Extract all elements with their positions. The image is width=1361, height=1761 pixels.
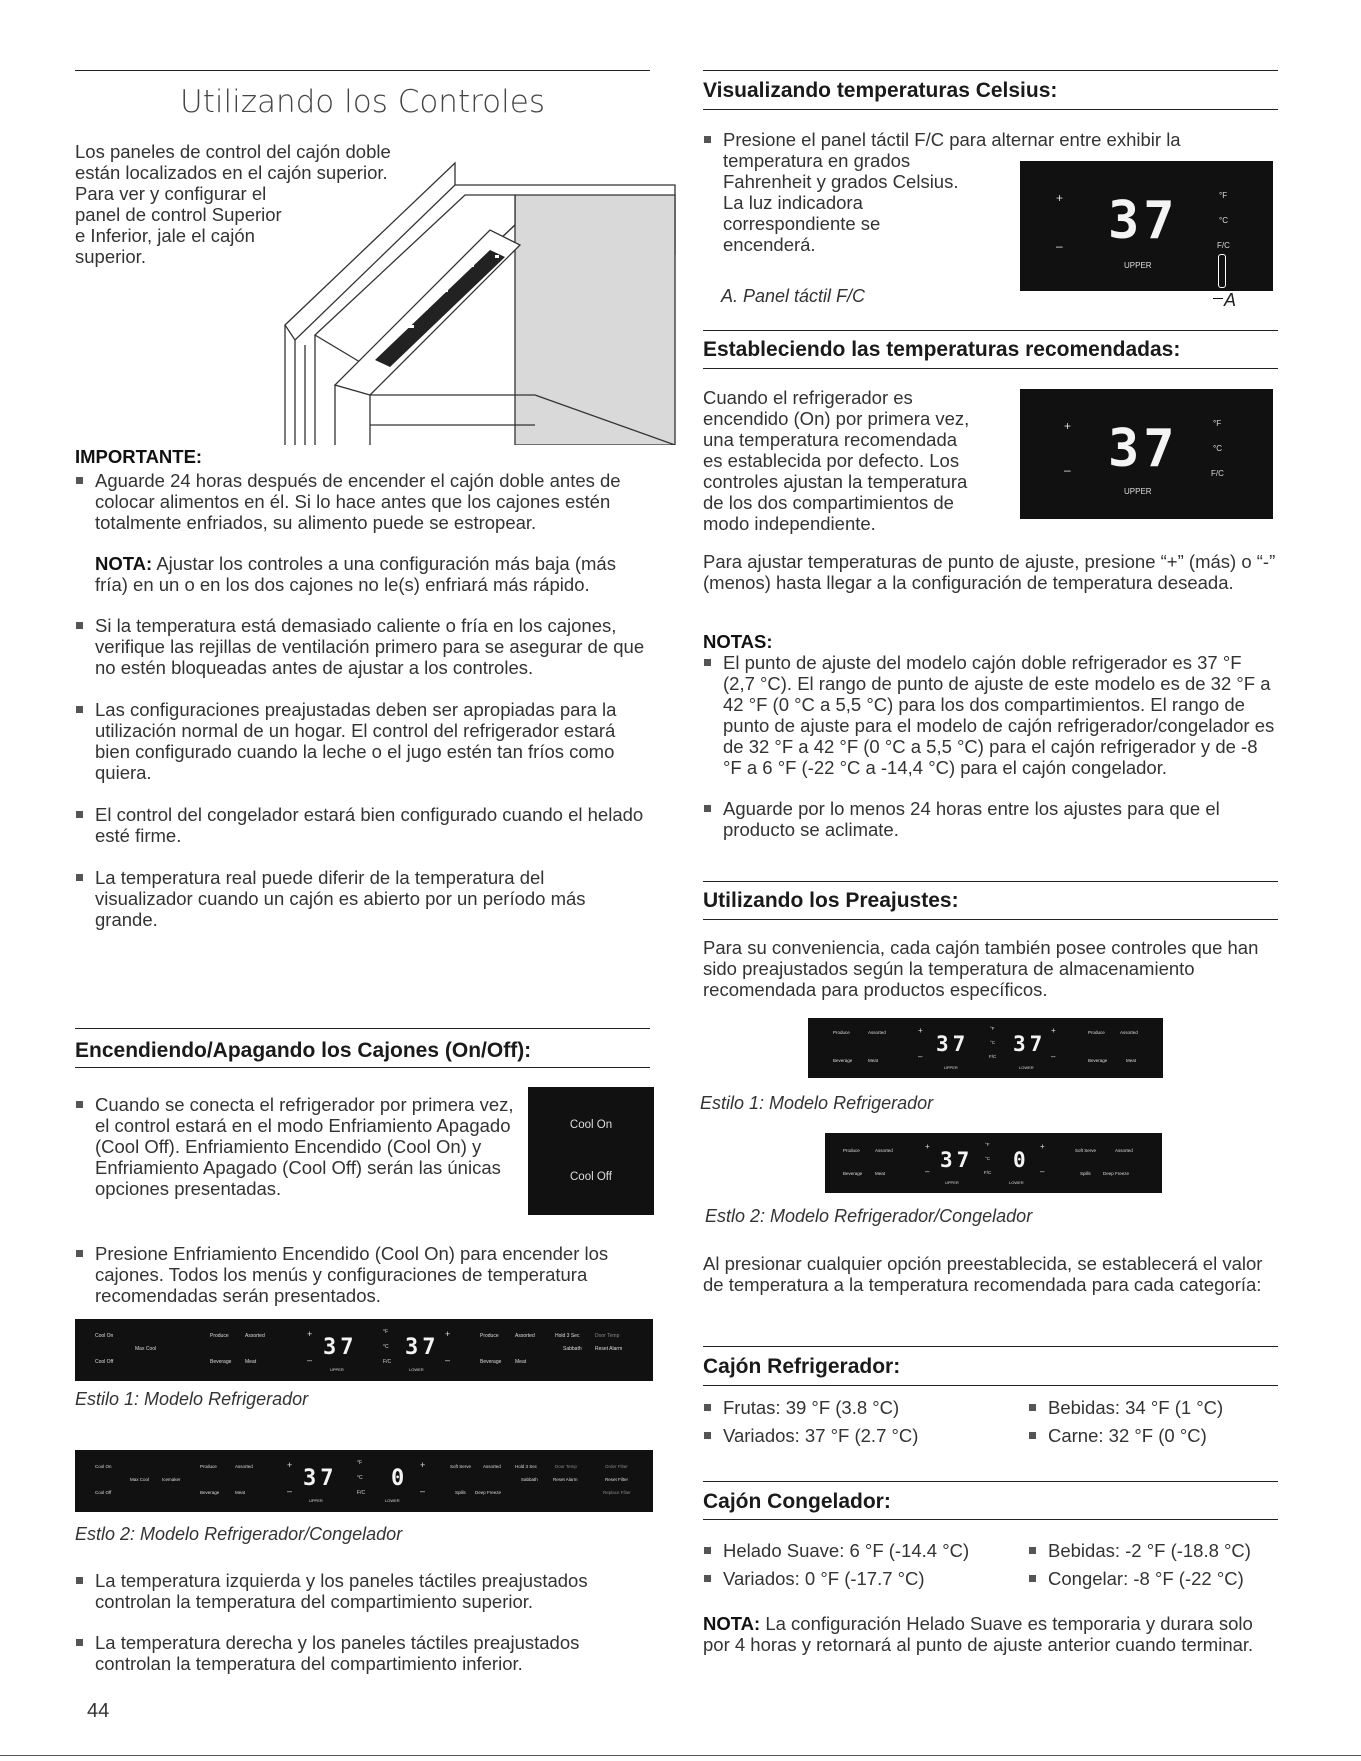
lower-label: LOWER bbox=[385, 1498, 400, 1503]
panel-label: Deep Freeze bbox=[475, 1490, 502, 1495]
panel-label: Cool Off bbox=[95, 1359, 114, 1365]
important-label: IMPORTANTE: bbox=[75, 446, 203, 467]
panel-label: Assorted bbox=[515, 1333, 535, 1339]
upper-label: UPPER bbox=[330, 1367, 344, 1372]
caption: Estlo 2: Modelo Refrigerador/Congelador bbox=[705, 1206, 1033, 1226]
plus-label: + bbox=[445, 1329, 451, 1339]
onoff-heading: Encendiendo/Apagando los Cajones (On/Off): bbox=[75, 1039, 532, 1062]
upper-label: UPPER bbox=[1124, 487, 1152, 496]
panel-label: Hold 3 Sec bbox=[515, 1464, 538, 1469]
deg-c-label: °C bbox=[357, 1475, 363, 1481]
important-list bbox=[75, 470, 645, 930]
lower-label: LOWER bbox=[1019, 1065, 1034, 1070]
panel-label: Produce bbox=[210, 1333, 229, 1339]
intro-line: Para ver y configurar el bbox=[75, 183, 267, 204]
list-item: Las configuraciones preajustadas deben ser apropiadas para la utilización normal de un hogar. El control del refrigerador estará bien configurado cuando la leche o el jugo estén tan fríos como quiera. bbox=[75, 699, 645, 783]
fc-label: F/C bbox=[989, 1054, 997, 1059]
line: de los dos compartimientos de bbox=[703, 492, 954, 513]
minus-label: – bbox=[925, 1167, 930, 1176]
panel-label: Produce bbox=[200, 1464, 217, 1469]
deg-c-label: °C bbox=[383, 1344, 389, 1350]
list-item: La temperatura izquierda y los paneles táctiles preajustados controlan la temperatura del compartimiento superior. bbox=[75, 1570, 650, 1612]
caption: Estlo 2: Modelo Refrigerador/Congelador bbox=[75, 1524, 403, 1544]
fc-label: F/C bbox=[1217, 241, 1230, 250]
minus-label: – bbox=[918, 1052, 923, 1061]
upper-temp: 37 bbox=[940, 1148, 974, 1172]
list-item: El punto de ajuste del modelo cajón doble refrigerador es 37 °F (2,7 °C). El rango de punto de ajuste de este modelo es de 32 °F a 42 °F (0 °C a 5,5 °C) para los dos compartimientos. El rango de punto de ajuste para el modelo de cajón refrigerador/congelador es de 32 °F a 42 °F (0 °C a 5,5 °C) para el cajón refrigerador y de -8 °F a 6 °F (-22 °C a -14,4 °C) para el cajón congelador. bbox=[703, 652, 1278, 778]
preset-panel-style1 bbox=[808, 1018, 1163, 1078]
list-item: Aguarde 24 horas después de encender el cajón doble antes de colocar alimentos en él. Si lo hace antes que los cajones estén totalmente enfriados, su alimento puede se estropear. bbox=[75, 470, 645, 533]
caption: Estilo 1: Modelo Refrigerador bbox=[700, 1093, 934, 1113]
temp-display: 37 bbox=[1108, 191, 1179, 251]
panel-label: Door Temp bbox=[595, 1333, 620, 1339]
panel-label: Max Cool bbox=[130, 1477, 150, 1482]
celsius-heading: Visualizando temperaturas Celsius: bbox=[703, 79, 1058, 102]
list-item: La temperatura real puede diferir de la temperatura del visualizador cuando un cajón es abierto por un período más grande. bbox=[75, 867, 645, 930]
plus-label: + bbox=[420, 1460, 426, 1470]
drawer-illustration bbox=[275, 155, 705, 445]
panel-label: Assorted bbox=[875, 1148, 893, 1153]
lower-label: LOWER bbox=[1009, 1180, 1024, 1185]
upper-label: UPPER bbox=[309, 1498, 323, 1503]
cool-off-label: Cool Off bbox=[570, 1171, 612, 1183]
panel-label: Icemaker bbox=[162, 1477, 181, 1482]
upper-temp: 37 bbox=[936, 1032, 970, 1056]
intro-line: están localizados en el cajón superior. bbox=[75, 162, 388, 183]
plus-label: + bbox=[1040, 1142, 1045, 1151]
caption: Estilo 1: Modelo Refrigerador bbox=[75, 1389, 309, 1409]
freezer-list-b bbox=[1028, 1540, 1278, 1589]
deg-c-label: °C bbox=[990, 1040, 996, 1045]
divider bbox=[703, 1346, 1278, 1347]
intro-line: Los paneles de control del cajón doble bbox=[75, 141, 391, 162]
deg-c-label: °C bbox=[1219, 216, 1228, 225]
upper-label: UPPER bbox=[944, 1065, 958, 1070]
panel-label: Produce bbox=[1088, 1030, 1105, 1035]
upper-label: UPPER bbox=[1124, 261, 1152, 270]
minus-label: – bbox=[445, 1355, 451, 1365]
onoff-list-2 bbox=[75, 1243, 645, 1306]
line: es establecida por defecto. Los bbox=[703, 450, 960, 471]
lower-label: LOWER bbox=[409, 1367, 424, 1372]
panel-label: Assorted bbox=[1115, 1148, 1133, 1153]
list-item: Bebidas: -2 °F (-18.8 °C) bbox=[1028, 1540, 1278, 1561]
onoff-list bbox=[75, 1094, 515, 1199]
deg-f-label: °F bbox=[1213, 419, 1222, 428]
list-item: La temperatura derecha y los paneles táctiles preajustados controlan la temperatura del compartimiento inferior. bbox=[75, 1632, 650, 1674]
panel-label: Meat bbox=[875, 1171, 886, 1176]
minus-label: – bbox=[307, 1355, 313, 1365]
list-item: Helado Suave: 6 °F (-14.4 °C) bbox=[703, 1540, 1023, 1561]
deg-c-label: °C bbox=[1213, 444, 1222, 453]
lower-temp: 0 bbox=[1013, 1148, 1030, 1172]
fridge-list-a bbox=[703, 1397, 1003, 1446]
control-panel-style2 bbox=[75, 1450, 653, 1512]
panel-label: Meat bbox=[1126, 1058, 1137, 1063]
panel-label: Meat bbox=[515, 1359, 527, 1365]
list-item: Frutas: 39 °F (3.8 °C) bbox=[703, 1397, 1003, 1418]
freezer-heading: Cajón Congelador: bbox=[703, 1490, 891, 1513]
list-item: Aguarde por lo menos 24 horas entre los ajustes para que el producto se aclimate. bbox=[703, 798, 1278, 840]
notas-list bbox=[703, 652, 1278, 840]
lower-temp: 37 bbox=[1013, 1032, 1047, 1056]
deg-f-label: °F bbox=[383, 1329, 389, 1335]
divider bbox=[75, 1028, 650, 1029]
page-bottom-line bbox=[0, 1755, 1361, 1756]
divider bbox=[703, 881, 1278, 882]
lower-temp: 0 bbox=[391, 1466, 409, 1491]
fc-indicator bbox=[1218, 254, 1226, 288]
fc-label: F/C bbox=[357, 1490, 366, 1496]
nota-block bbox=[75, 553, 645, 595]
plus-label: + bbox=[1056, 191, 1064, 205]
panel-label: Produce bbox=[480, 1333, 499, 1339]
deg-f-label: °F bbox=[357, 1460, 363, 1466]
panel-label: Reset Filter bbox=[605, 1477, 629, 1482]
panel-label: Produce bbox=[833, 1030, 850, 1035]
panel-label: Cool On bbox=[95, 1333, 114, 1339]
list-item: Congelar: -8 °F (-22 °C) bbox=[1028, 1568, 1278, 1589]
line: encenderá. bbox=[723, 234, 816, 255]
panel-label: Max Cool bbox=[135, 1346, 157, 1352]
divider bbox=[703, 919, 1278, 920]
panel-label: Hold 3 Sec bbox=[555, 1333, 580, 1339]
upper-temp: 37 bbox=[303, 1466, 338, 1491]
nota-text: La configuración Helado Suave es temporaria y durara solo por 4 horas y retornará al punto de ajuste anterior cuando terminar. bbox=[703, 1613, 1254, 1655]
panel-label: Beverage bbox=[210, 1359, 232, 1365]
intro-line: panel de control Superior bbox=[75, 204, 282, 225]
intro-line: superior. bbox=[75, 246, 146, 267]
intro-line: e Inferior, jale el cajón bbox=[75, 225, 255, 246]
panel-label: Beverage bbox=[1088, 1058, 1108, 1063]
deg-f-label: °F bbox=[985, 1142, 990, 1147]
freezer-list-a bbox=[703, 1540, 1023, 1589]
panel-label: Reset Alarm bbox=[595, 1346, 623, 1352]
panel-label: Reset Alarm bbox=[553, 1477, 578, 1482]
preset-heading: Utilizando los Preajustes: bbox=[703, 889, 959, 912]
list-item: Cuando se conecta el refrigerador por primera vez, el control estará en el modo Enfriamiento Apagado (Cool Off). Enfriamiento Encendido (Cool On) y Enfriamiento Apagado (Cool Off) serán las únicas opciones presentadas. bbox=[75, 1094, 515, 1199]
list-item: El control del congelador estará bien configurado cuando el helado esté firme. bbox=[75, 804, 645, 846]
line: Cuando el refrigerador es bbox=[703, 387, 913, 408]
panel-label: Meat bbox=[868, 1058, 879, 1063]
list-item: Variados: 37 °F (2.7 °C) bbox=[703, 1425, 1003, 1446]
line: temperatura en grados bbox=[723, 150, 911, 171]
fc-label: F/C bbox=[1211, 469, 1224, 478]
panel-label: Beverage bbox=[480, 1359, 502, 1365]
fc-label: F/C bbox=[383, 1359, 392, 1365]
setpoint-text: Para ajustar temperaturas de punto de ajuste, presione “+” (más) o “-” (menos) hasta llegar a la configuración de temperatura deseada. bbox=[703, 551, 1276, 593]
deg-c-label: °C bbox=[985, 1156, 991, 1161]
list-item: Carne: 32 °F (0 °C) bbox=[1028, 1425, 1278, 1446]
nota-text: Ajustar los controles a una configuración más baja (más fría) en un o en los dos cajones no le(s) enfriará más rápido. bbox=[95, 553, 616, 595]
panel-label: Produce bbox=[843, 1148, 860, 1153]
final-nota bbox=[703, 1613, 1278, 1655]
fc-label: F/C bbox=[984, 1170, 992, 1175]
recommended-heading: Estableciendo las temperaturas recomendadas: bbox=[703, 338, 1181, 361]
page-title: Utilizando los Controles bbox=[180, 84, 545, 120]
caption: A. Panel táctil F/C bbox=[721, 286, 866, 306]
upper-temp: 37 bbox=[323, 1335, 358, 1360]
divider bbox=[703, 1481, 1278, 1482]
panel-label: Spills bbox=[455, 1490, 466, 1495]
line: encendido (On) por primera vez, bbox=[703, 408, 970, 429]
panel-label: Beverage bbox=[833, 1058, 853, 1063]
panel-label: Soft Serve bbox=[1075, 1148, 1097, 1153]
nota-label: NOTA: bbox=[95, 553, 153, 574]
line: Presione el panel táctil F/C para alternar entre exhibir la bbox=[723, 129, 1181, 150]
divider bbox=[703, 330, 1278, 331]
list-item: Si la temperatura está demasiado caliente o fría en los cajones, verifique las rejillas de ventilación primero para se asegurar de que no estén bloqueadas antes de ajustar a los controles. bbox=[75, 615, 645, 678]
panel-label: Beverage bbox=[843, 1171, 863, 1176]
deg-f-label: °F bbox=[990, 1026, 995, 1031]
cool-on-label: Cool On bbox=[569, 1119, 613, 1131]
plus-label: + bbox=[918, 1026, 923, 1035]
plus-label: + bbox=[307, 1329, 313, 1339]
minus-label: – bbox=[1064, 463, 1071, 477]
panel-label: Replace Filter bbox=[603, 1490, 631, 1495]
line: modo independiente. bbox=[703, 513, 876, 534]
cool-panel bbox=[528, 1087, 654, 1215]
recommended-panel bbox=[1020, 389, 1273, 519]
lower-temp: 37 bbox=[405, 1335, 440, 1360]
plus-label: + bbox=[1064, 419, 1072, 433]
list-item: Bebidas: 34 °F (1 °C) bbox=[1028, 1397, 1278, 1418]
temp-display: 37 bbox=[1108, 419, 1179, 479]
panel-label: Assorted bbox=[483, 1464, 501, 1469]
panel-label: Assorted bbox=[1120, 1030, 1138, 1035]
preset-text: Para su conveniencia, cada cajón también posee controles que han sido preajustados según la temperatura de almacenamiento recomendada para productos específicos. bbox=[703, 937, 1259, 1000]
deg-f-label: °F bbox=[1219, 191, 1228, 200]
minus-label: – bbox=[1040, 1167, 1045, 1176]
list-item: Variados: 0 °F (-17.7 °C) bbox=[703, 1568, 1023, 1589]
notas-label: NOTAS: bbox=[703, 631, 773, 652]
plus-label: + bbox=[925, 1142, 930, 1151]
line: una temperatura recomendada bbox=[703, 429, 958, 450]
fridge-list-b bbox=[1028, 1397, 1278, 1446]
panel-label: Sabbath bbox=[521, 1477, 538, 1482]
divider bbox=[703, 368, 1278, 369]
panel-label: Deep Freeze bbox=[1103, 1171, 1130, 1176]
line: La luz indicadora bbox=[723, 192, 863, 213]
panel-label: Soft Serve bbox=[450, 1464, 472, 1469]
preset-text-2: Al presionar cualquier opción preestablecida, se establecerá el valor de temperatura a la temperatura recomendada para cada categoría: bbox=[703, 1253, 1263, 1295]
minus-label: – bbox=[420, 1486, 426, 1496]
divider bbox=[703, 1519, 1278, 1520]
preset-panel-style2 bbox=[825, 1133, 1162, 1193]
panel-label: Assorted bbox=[235, 1464, 253, 1469]
panel-label: Cool Off bbox=[95, 1490, 112, 1495]
recommended-text bbox=[703, 387, 1013, 534]
fridge-heading: Cajón Refrigerador: bbox=[703, 1355, 901, 1378]
divider bbox=[75, 70, 650, 71]
panel-label: Meat bbox=[235, 1490, 246, 1495]
panel-label: Beverage bbox=[200, 1490, 220, 1495]
panel-label: Sabbath bbox=[563, 1346, 582, 1352]
minus-label: – bbox=[287, 1486, 293, 1496]
list-item: Presione Enfriamiento Encendido (Cool On) para encender los cajones. Todos los menús y configuraciones de temperatura recomendadas serán presentados. bbox=[75, 1243, 645, 1306]
line: correspondiente se bbox=[723, 213, 881, 234]
divider bbox=[703, 1385, 1278, 1386]
panel-label: Meat bbox=[245, 1359, 257, 1365]
divider bbox=[75, 1067, 650, 1068]
panel-label: Assorted bbox=[245, 1333, 265, 1339]
panel-label: Order Filter bbox=[605, 1464, 628, 1469]
page-number: 44 bbox=[87, 1700, 110, 1722]
nota-label: NOTA: bbox=[703, 1613, 761, 1634]
minus-label: – bbox=[1051, 1052, 1056, 1061]
fc-panel bbox=[1020, 161, 1273, 291]
plus-label: + bbox=[1051, 1026, 1056, 1035]
panel-label: Assorted bbox=[868, 1030, 886, 1035]
divider bbox=[703, 70, 1278, 71]
callout-a: A bbox=[1224, 290, 1237, 310]
panel-label: Door Temp bbox=[555, 1464, 577, 1469]
control-panel-style1 bbox=[75, 1319, 653, 1381]
panel-label: Spills bbox=[1080, 1171, 1091, 1176]
panel-label: Cool On bbox=[95, 1464, 112, 1469]
plus-label: + bbox=[287, 1460, 293, 1470]
callout-line bbox=[1213, 298, 1223, 300]
divider bbox=[703, 109, 1278, 110]
upper-label: UPPER bbox=[945, 1180, 959, 1185]
line: controles ajustan la temperatura bbox=[703, 471, 968, 492]
final-list bbox=[75, 1570, 650, 1674]
minus-label: – bbox=[1056, 239, 1063, 253]
line: Fahrenheit y grados Celsius. bbox=[723, 171, 959, 192]
